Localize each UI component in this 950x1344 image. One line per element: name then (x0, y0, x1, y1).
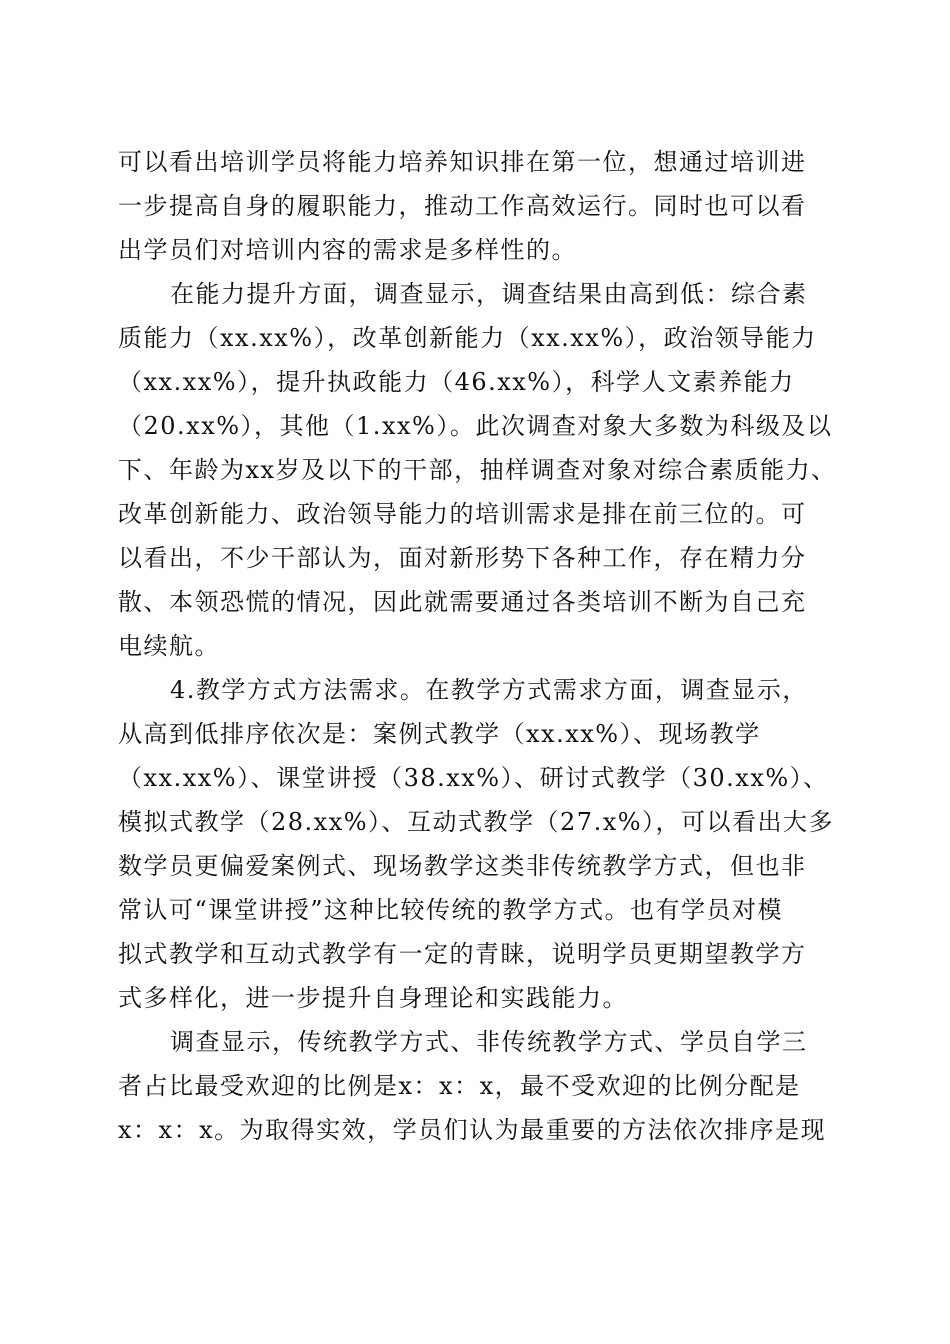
text-line-17: 数学员更偏爱案例式、现场教学这类非传统教学方式，但也非 (118, 852, 807, 880)
text-line-22: 者占比最受欢迎的比例是x：x：x，最不受欢迎的比例分配是 (118, 1072, 801, 1100)
text-line-18: 常认可“课堂讲授”这种比较传统的教学方式。也有学员对模 (118, 896, 784, 924)
text-line-3: 出学员们对培训内容的需求是多样性的。 (118, 236, 577, 264)
text-line-6: （xx.xx%），提升执政能力（46.xx%），科学人文素养能力 (118, 368, 795, 396)
body-text (118, 140, 838, 1152)
text-line-20: 式多样化，进一步提升自身理论和实践能力。 (118, 984, 628, 1012)
text-line-7: （20.xx%），其他（1.xx%）。此次调查对象大多数为科级及以 (118, 412, 833, 440)
text-line-4: 在能力提升方面，调查显示，调查结果由高到低：综合素 (170, 280, 808, 308)
text-line-21: 调查显示，传统教学方式、非传统教学方式、学员自学三 (170, 1028, 808, 1056)
text-line-11: 散、本领恐慌的情况，因此就需要通过各类培训不断为自己充 (118, 588, 807, 616)
text-line-5: 质能力（xx.xx%），改革创新能力（xx.xx%），政治领导能力 (118, 324, 817, 352)
text-line-13: 4.教学方式方法需求。在教学方式需求方面，调查显示， (170, 676, 808, 704)
text-line-14: 从高到低排序依次是：案例式教学（xx.xx%）、现场教学 (118, 720, 761, 748)
text-line-16: 模拟式教学（28.xx%）、互动式教学（27.x%），可以看出大多 (118, 808, 835, 836)
text-line-1: 可以看出培训学员将能力培养知识排在第一位，想通过培训进 (118, 148, 807, 176)
text-line-8: 下、年龄为xx岁及以下的干部，抽样调查对象对综合素质能力、 (118, 456, 837, 484)
text-line-15: （xx.xx%）、课堂讲授（38.xx%）、研讨式教学（30.xx%）、 (118, 764, 829, 792)
text-line-2: 一步提高自身的履职能力，推动工作高效运行。同时也可以看 (118, 192, 807, 220)
text-line-12: 电续航。 (118, 632, 220, 660)
text-line-9: 改革创新能力、政治领导能力的培训需求是排在前三位的。可 (118, 500, 807, 528)
text-line-10: 以看出，不少干部认为，面对新形势下各种工作，存在精力分 (118, 544, 807, 572)
text-line-19: 拟式教学和互动式教学有一定的青睐，说明学员更期望教学方 (118, 940, 807, 968)
text-line-23: x：x：x。为取得实效，学员们认为最重要的方法依次排序是现 (118, 1116, 827, 1144)
